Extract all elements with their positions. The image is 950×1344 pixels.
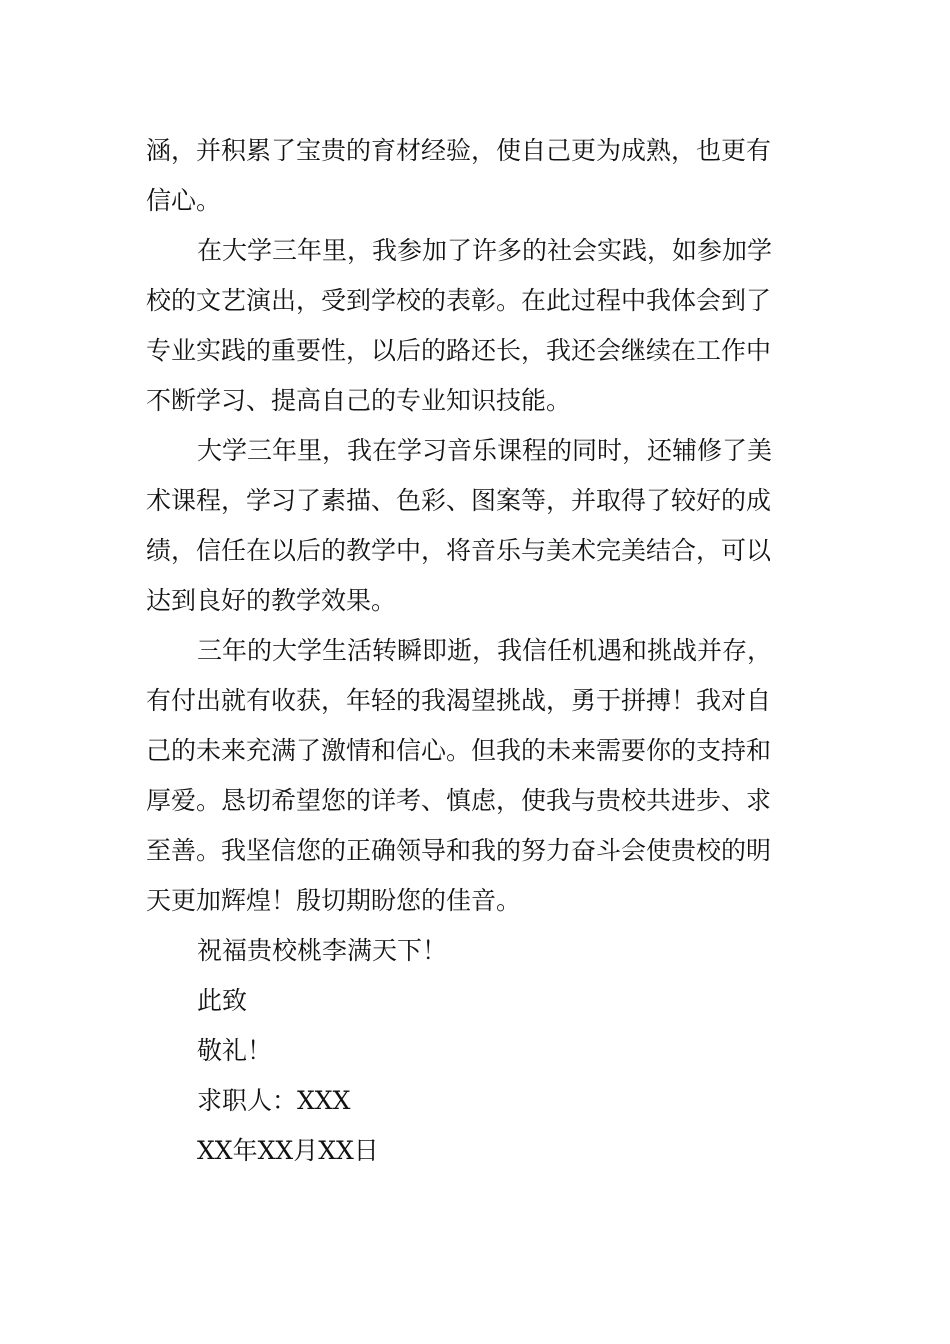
paragraph-line: 校的文艺演出，受到学校的表彰。在此过程中我体会到了 — [146, 286, 772, 315]
paragraph-line: 厚爱。恳切希望您的详考、慎虑，使我与贵校共进步、求 — [146, 786, 772, 815]
paragraph-social-practice — [146, 226, 810, 426]
letter-body — [146, 126, 810, 1176]
paragraph-line: 达到良好的教学效果。 — [146, 586, 397, 615]
paragraph-art-courses — [146, 426, 810, 626]
paragraph-line: 至善。我坚信您的正确领导和我的努力奋斗会使贵校的明 — [146, 836, 772, 865]
paragraph-line: 术课程，学习了素描、色彩、图案等，并取得了较好的成 — [146, 486, 772, 515]
applicant-signature: 求职人：XXX — [197, 1086, 351, 1115]
closing-salutation: 此致 — [197, 986, 248, 1015]
letter-date: XX年XX月XX日 — [197, 1136, 379, 1165]
letter-closing — [146, 926, 810, 1176]
paragraph-line: 有付出就有收获，年轻的我渴望挑战，勇于拼搏！我对自 — [146, 686, 772, 715]
paragraph-continuation — [146, 126, 810, 226]
paragraph-line: 三年的大学生活转瞬即逝，我信任机遇和挑战并存， — [197, 636, 773, 665]
paragraph-line: 绩，信任在以后的教学中，将音乐与美术完美结合，可以 — [146, 536, 772, 565]
paragraph-conclusion — [146, 626, 810, 926]
paragraph-line: 涵，并积累了宝贵的育材经验，使自己更为成熟，也更有 — [146, 136, 772, 165]
closing-regards: 敬礼！ — [197, 1036, 273, 1065]
paragraph-line: 不断学习、提高自己的专业知识技能。 — [146, 386, 572, 415]
closing-wish: 祝福贵校桃李满天下！ — [197, 936, 448, 965]
paragraph-line: 信心。 — [146, 186, 222, 215]
paragraph-line: 专业实践的重要性，以后的路还长，我还会继续在工作中 — [146, 336, 772, 365]
paragraph-line: 在大学三年里，我参加了许多的社会实践，如参加学 — [197, 236, 773, 265]
paragraph-line: 大学三年里，我在学习音乐课程的同时，还辅修了美 — [197, 436, 773, 465]
paragraph-line: 天更加辉煌！殷切期盼您的佳音。 — [146, 886, 522, 915]
paragraph-line: 己的未来充满了激情和信心。但我的未来需要你的支持和 — [146, 736, 772, 765]
